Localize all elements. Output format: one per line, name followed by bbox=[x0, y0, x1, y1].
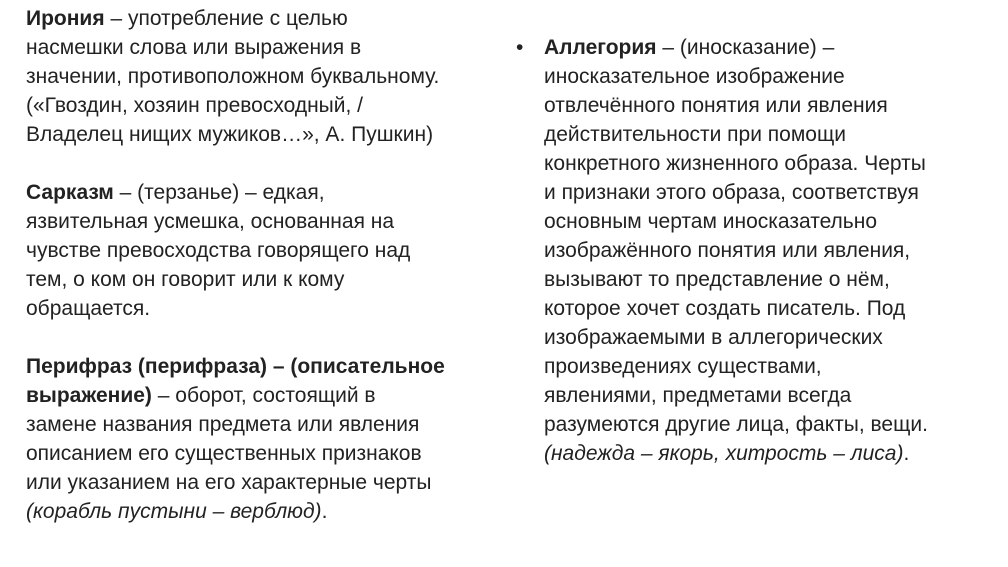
allegory-definition bbox=[544, 33, 1004, 468]
allegory-text-line: изображённого понятия или явления, bbox=[544, 239, 911, 262]
allegory-text-line: действительности при помощи bbox=[544, 123, 846, 146]
sarcasm-text-line: – (терзанье) – едкая, bbox=[113, 181, 325, 204]
allegory-text-line: и признаки этого образа, соответствуя bbox=[544, 181, 919, 204]
sarcasm-text-line: чувстве превосходства говорящего над bbox=[26, 239, 411, 262]
sarcasm-term: Сарказм bbox=[26, 181, 114, 204]
allegory-text-line: разумеются другие лица, факты, вещи. bbox=[544, 413, 928, 436]
irony-text-line: насмешки слова или выражения в bbox=[26, 36, 362, 59]
allegory-text-line: явлениями, предметами всегда bbox=[544, 384, 852, 407]
left-column bbox=[26, 4, 516, 526]
periphrasis-text-line: или указанием на его характерные черты bbox=[26, 471, 432, 494]
allegory-text-line: иносказательное изображение bbox=[544, 65, 845, 88]
periphrasis-term-continued: выражение) bbox=[26, 384, 152, 407]
periphrasis-term: Перифраз (перифраза) – (описательное bbox=[26, 355, 445, 378]
allegory-text-line: – (иносказание) – bbox=[656, 36, 835, 59]
right-column bbox=[544, 33, 1004, 468]
periphrasis-text-line: замене названия предмета или явления bbox=[26, 413, 420, 436]
sarcasm-text-line: язвительная усмешка, основанная на bbox=[26, 210, 395, 233]
allegory-text-line: изображаемыми в аллегорических bbox=[544, 326, 883, 349]
spacer bbox=[26, 149, 516, 178]
allegory-term: Аллегория bbox=[544, 36, 657, 59]
allegory-text-line: основным чертам иносказательно bbox=[544, 210, 878, 233]
sarcasm-text-line: тем, о ком он говорит или к кому bbox=[26, 268, 345, 291]
periphrasis-definition bbox=[26, 352, 516, 526]
periphrasis-example: (корабль пустыни – верблюд) bbox=[26, 500, 322, 523]
bullet-point: • bbox=[516, 36, 524, 59]
allegory-text-line: вызывают то представление о нём, bbox=[544, 268, 890, 291]
sarcasm-definition bbox=[26, 178, 516, 323]
spacer bbox=[26, 323, 516, 352]
irony-text-line: Владелец нищих мужиков…», А. Пушкин) bbox=[26, 123, 434, 146]
periphrasis-text-line: – оборот, состоящий в bbox=[151, 384, 376, 407]
sarcasm-text-line: обращается. bbox=[26, 297, 151, 320]
periphrasis-text-line: описанием его существенных признаков bbox=[26, 442, 422, 465]
irony-term: Ирония bbox=[26, 7, 105, 30]
allegory-text-line: конкретного жизненного образа. Черты bbox=[544, 152, 926, 175]
allegory-example: (надежда – якорь, хитрость – лиса) bbox=[544, 442, 904, 465]
irony-text-line: («Гвоздин, хозяин превосходный, / bbox=[26, 94, 364, 117]
irony-text-line: – употребление с целью bbox=[104, 7, 348, 30]
periphrasis-example-end: . bbox=[321, 500, 328, 523]
allegory-text-line: произведениях существами, bbox=[544, 355, 822, 378]
irony-text-line: значении, противоположном буквальному. bbox=[26, 65, 440, 88]
allegory-text-line: отвлечённого понятия или явления bbox=[544, 94, 888, 117]
allegory-text-line: которое хочет создать писатель. Под bbox=[544, 297, 906, 320]
irony-definition bbox=[26, 4, 516, 149]
allegory-example-end: . bbox=[903, 442, 910, 465]
